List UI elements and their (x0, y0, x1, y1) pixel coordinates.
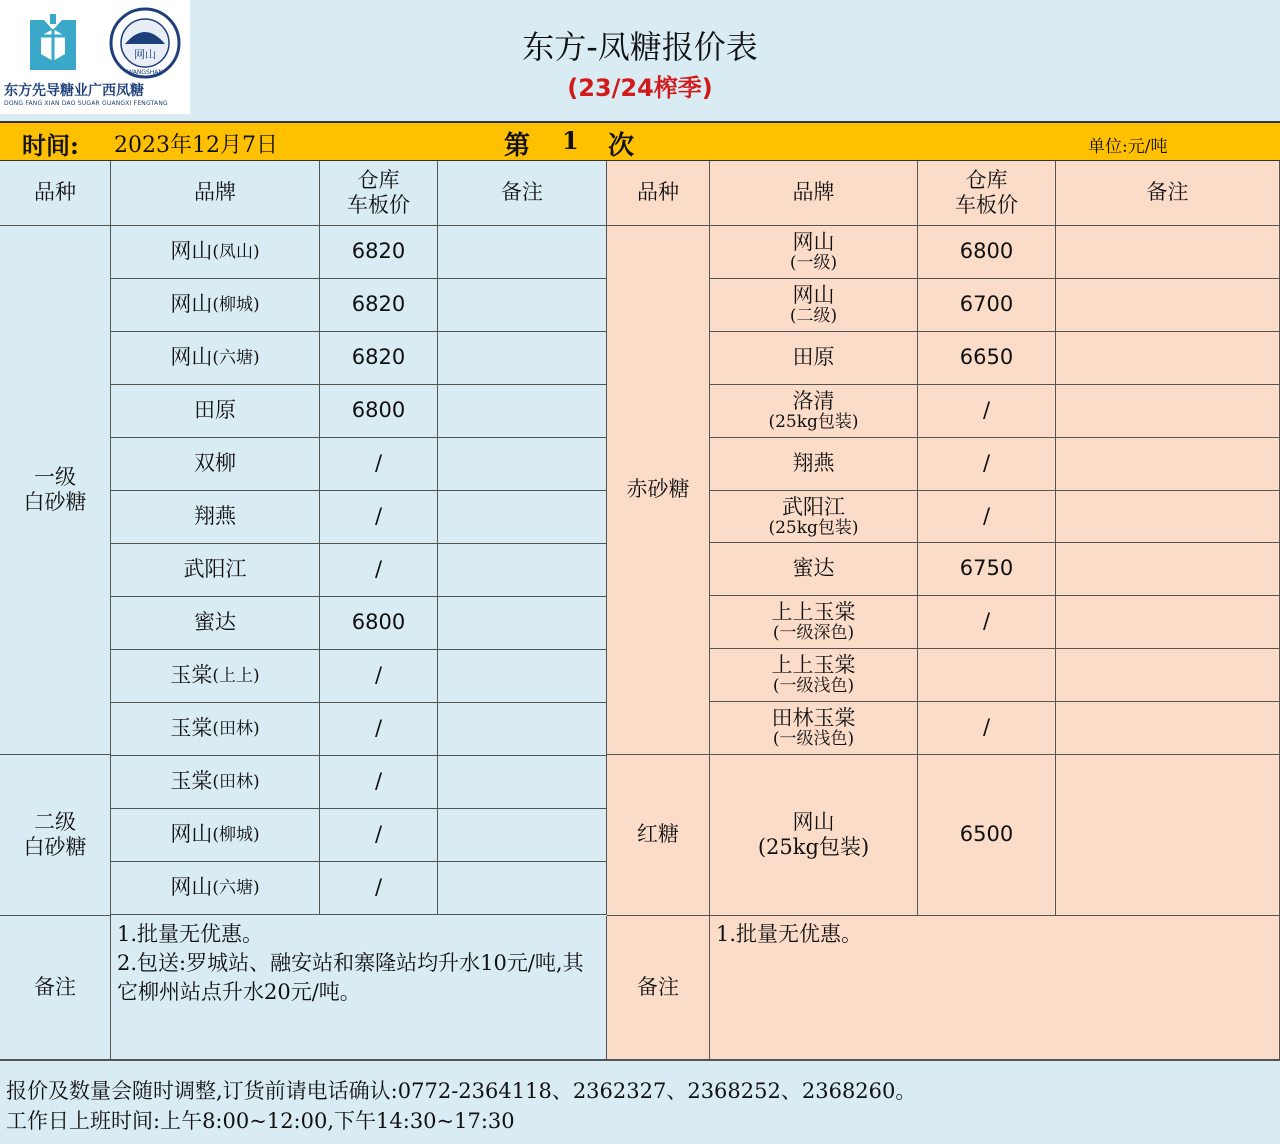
right-brand-cell (710, 702, 918, 755)
left-price-cell: / (320, 438, 438, 491)
left-header-price (320, 161, 438, 226)
left-note-cell (438, 279, 607, 332)
right-group-red-sugar (607, 755, 710, 916)
brand-text: 洛清 (792, 389, 835, 414)
left-price-cell: / (320, 544, 438, 597)
brand-text: 田原 (194, 398, 236, 423)
footer (0, 1060, 1280, 1144)
quote-date: 2023年12月7日 (114, 133, 278, 158)
group-text: 一级 (34, 464, 76, 489)
left-header-brand (111, 161, 320, 226)
group-text: 白砂糖 (23, 490, 87, 514)
left-brand-cell (111, 491, 320, 544)
right-price-cell: / (918, 491, 1056, 543)
group-text: 红糖 (637, 822, 679, 847)
left-price-cell: 6800 (320, 385, 438, 438)
brand-sub: (二级) (789, 306, 838, 327)
left-brand-cell (111, 809, 320, 862)
footer-contact: 报价及数量会随时调整,订货前请电话确认:0772-2364118、2362327、2368252、2368260。 (6, 1079, 917, 1103)
right-note-cell (1056, 702, 1280, 755)
left-price-cell: 6820 (320, 279, 438, 332)
logo-left-en: DONG FANG XIAN DAO SUGAR (4, 100, 100, 107)
right-price-cell (918, 649, 1056, 702)
header-text: 仓库 (357, 167, 400, 192)
left-note-cell (438, 491, 607, 544)
brand-suffix: (田林) (212, 771, 260, 792)
right-price-cell: 6800 (918, 226, 1056, 279)
left-note-cell (438, 809, 607, 862)
right-price-cell: 6700 (918, 279, 1056, 332)
left-note-cell (438, 385, 607, 438)
right-price-cell: / (918, 438, 1056, 491)
left-brand-cell (111, 226, 320, 279)
header-text: 品种 (637, 180, 679, 205)
brand-text: 网山 (170, 239, 213, 264)
right-price-cell: 6650 (918, 332, 1056, 385)
left-group-grade2 (0, 755, 111, 916)
brand-sub: (25kg包装) (768, 517, 859, 538)
note-line: 1.批量无优惠。 (117, 922, 264, 946)
brand-text: 玉棠 (170, 716, 213, 741)
brand-text: 翔燕 (792, 451, 835, 476)
left-brand-cell (111, 597, 320, 650)
left-price-cell: / (320, 491, 438, 544)
red-sugar-brand (710, 755, 918, 916)
left-brand-cell (111, 544, 320, 597)
season-subtitle: (23/24榨季) (567, 74, 713, 102)
brand-suffix: (六塘) (212, 877, 260, 898)
left-price-cell: / (320, 862, 438, 915)
brand-text: 网山 (170, 345, 213, 370)
brand-text: 上上玉棠 (771, 653, 856, 678)
footer-hours: 工作日上班时间:上午8:00~12:00,下午14:30~17:30 (6, 1109, 515, 1133)
page-title: 东方-凤糖报价表 (522, 28, 758, 66)
note-line: 1.批量无优惠。 (716, 922, 863, 946)
logo-left-name: 东方先导糖业 (4, 83, 88, 99)
brand-suffix: (上上) (212, 665, 260, 686)
right-note-cell (1056, 279, 1280, 332)
left-brand-cell (111, 650, 320, 703)
brand-text: 田林玉棠 (771, 706, 856, 731)
right-price-cell: 6750 (918, 543, 1056, 596)
brand-text: 武阳江 (183, 557, 247, 582)
right-note-cell (1056, 438, 1280, 491)
dongfang-logo-icon (26, 14, 80, 76)
left-brand-cell (111, 703, 320, 756)
brand-sub: (25kg包装) (757, 835, 870, 859)
left-note-cell (438, 597, 607, 650)
left-price-cell: / (320, 650, 438, 703)
left-brand-cell (111, 862, 320, 915)
brand-text: 网山 (170, 292, 213, 317)
brand-text: 网山 (792, 809, 835, 834)
header-text: 品牌 (194, 180, 236, 205)
left-notes (111, 916, 607, 1060)
brand-sub: (一级浅色) (772, 676, 855, 697)
brand-text: 网山 (170, 875, 213, 900)
group-text: 赤砂糖 (626, 477, 690, 502)
brand-text: 网山 (792, 283, 835, 308)
left-note-cell (438, 756, 607, 809)
right-brand-cell (710, 543, 918, 596)
logo-english (4, 100, 168, 107)
left-note-cell (438, 226, 607, 279)
right-brand-cell (710, 332, 918, 385)
left-price-cell: / (320, 756, 438, 809)
brand-text: 网山 (170, 822, 213, 847)
right-brand-cell (710, 649, 918, 702)
brand-sub: (25kg包装) (768, 412, 859, 433)
right-price-cell: / (918, 702, 1056, 755)
right-brand-cell (710, 385, 918, 438)
brand-suffix: (凤山) (212, 241, 260, 262)
right-brand-cell (710, 438, 918, 491)
left-brand-cell (111, 332, 320, 385)
right-notes (710, 916, 1280, 1060)
header (0, 0, 1280, 121)
red-sugar-note (1056, 755, 1280, 916)
right-header-price (918, 161, 1056, 226)
brand-text: 上上玉棠 (771, 600, 856, 625)
group-text: 白砂糖 (23, 835, 87, 859)
brand-text: 双柳 (194, 451, 236, 476)
brand-suffix: (柳城) (212, 824, 260, 845)
brand-suffix: (田林) (212, 718, 260, 739)
brand-text: 翔燕 (194, 504, 236, 529)
left-brand-cell (111, 756, 320, 809)
unit-label: 单位:元/吨 (1088, 137, 1168, 157)
time-label: 时间: (22, 131, 79, 160)
right-note-cell (1056, 649, 1280, 702)
logo-area (0, 0, 190, 114)
brand-sub: (一级深色) (772, 623, 855, 644)
right-price-cell: / (918, 596, 1056, 649)
red-sugar-price: 6500 (918, 755, 1056, 916)
brand-text: 蜜达 (792, 556, 835, 581)
brand-text: 蜜达 (194, 610, 236, 635)
left-group-grade1 (0, 226, 111, 755)
right-notes-label: 备注 (607, 916, 710, 1060)
left-note-cell (438, 650, 607, 703)
left-price-cell: / (320, 809, 438, 862)
right-header-note (1056, 161, 1280, 226)
right-note-cell (1056, 543, 1280, 596)
left-brand-cell (111, 279, 320, 332)
left-note-cell (438, 438, 607, 491)
left-header-variety (0, 161, 111, 226)
right-note-cell (1056, 332, 1280, 385)
left-brand-cell (111, 385, 320, 438)
header-text: 备注 (1146, 180, 1189, 205)
right-brand-cell (710, 279, 918, 332)
header-text: 车板价 (955, 193, 1018, 217)
round-prefix: 第 (504, 131, 531, 161)
right-header-brand (710, 161, 918, 226)
right-price-cell: / (918, 385, 1056, 438)
right-note-cell (1056, 226, 1280, 279)
brand-text: 玉棠 (170, 769, 213, 794)
left-note-cell (438, 703, 607, 756)
left-price-cell: 6820 (320, 332, 438, 385)
right-group-brown-sugar (607, 226, 710, 755)
right-note-cell (1056, 491, 1280, 543)
brand-text: 玉棠 (170, 663, 213, 688)
header-text: 品牌 (792, 180, 835, 205)
wangshan-seal-icon (108, 6, 182, 80)
brand-suffix: (六塘) (212, 347, 260, 368)
header-text: 备注 (501, 180, 543, 205)
right-brand-cell (710, 226, 918, 279)
svg-text:WANGSHAN: WANGSHAN (127, 69, 163, 76)
header-text: 车板价 (347, 193, 410, 217)
header-text: 仓库 (965, 167, 1008, 192)
left-price-cell: / (320, 703, 438, 756)
left-note-cell (438, 544, 607, 597)
date-bar (0, 121, 1280, 161)
left-price-cell: 6820 (320, 226, 438, 279)
svg-text:网山: 网山 (134, 48, 156, 61)
brand-text: 网山 (792, 230, 835, 255)
left-note-cell (438, 862, 607, 915)
left-price-cell: 6800 (320, 597, 438, 650)
brand-suffix: (柳城) (212, 294, 260, 315)
round-number: 1 (562, 126, 579, 155)
header-text: 品种 (34, 180, 76, 205)
brand-sub: (一级) (789, 253, 838, 274)
round-suffix: 次 (608, 131, 635, 161)
right-brand-cell (710, 596, 918, 649)
brand-text: 武阳江 (782, 494, 845, 519)
logo-right-en: GUANGXI FENGTANG (102, 100, 168, 107)
left-header-note (438, 161, 607, 226)
note-line: 2.包送:罗城站、融安站和寨隆站均升水10元/吨,其它柳州站点升水20元/吨。 (117, 951, 584, 1004)
left-note-cell (438, 332, 607, 385)
logo-names (4, 80, 144, 100)
right-brand-cell (710, 491, 918, 543)
group-text: 二级 (34, 809, 76, 834)
brand-sub: (一级浅色) (772, 729, 855, 750)
left-brand-cell (111, 438, 320, 491)
right-header-variety (607, 161, 710, 226)
right-note-cell (1056, 596, 1280, 649)
right-note-cell (1056, 385, 1280, 438)
logo-right-name: 广西凤糖 (88, 83, 144, 99)
brand-text: 田原 (792, 345, 835, 370)
left-notes-label: 备注 (0, 916, 111, 1060)
